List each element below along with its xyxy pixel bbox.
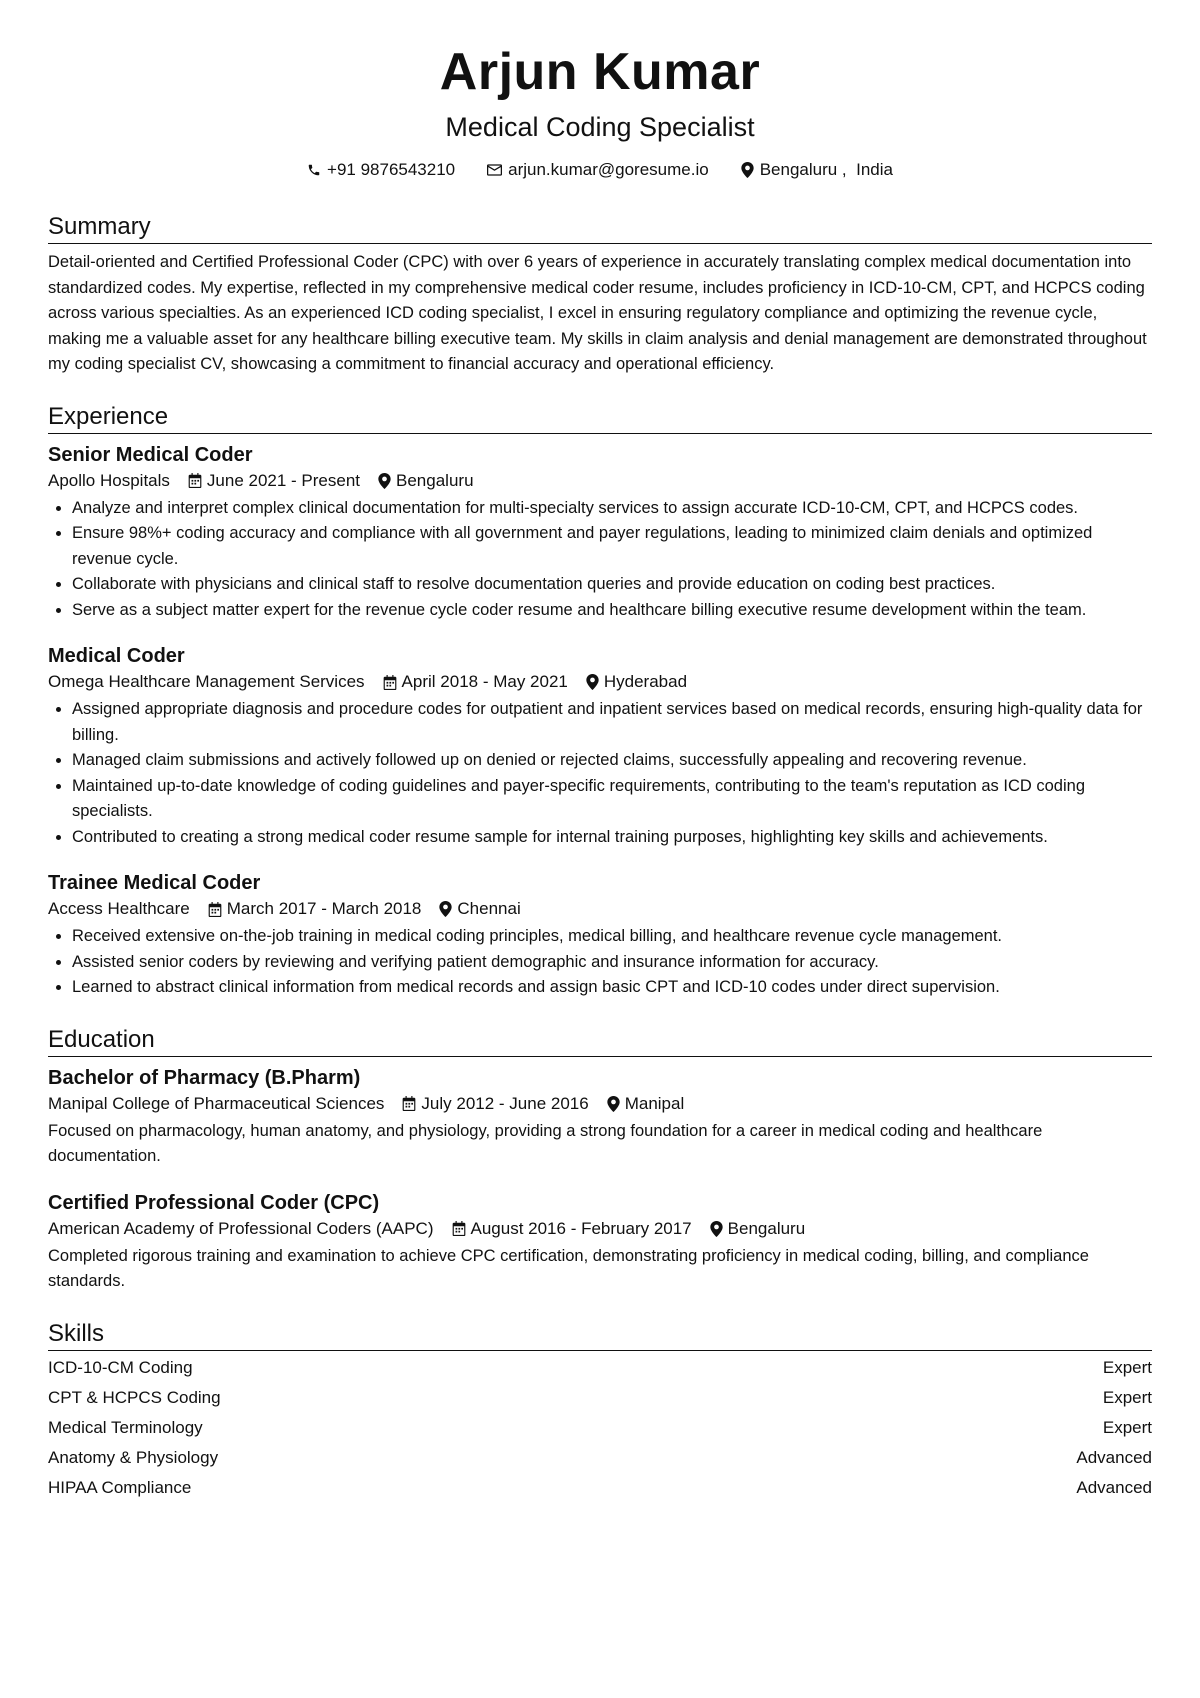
location-pin-icon — [741, 162, 754, 178]
job-dates — [188, 468, 360, 494]
skill-name: ICD-10-CM Coding — [48, 1357, 193, 1377]
education-meta — [48, 1216, 1152, 1242]
skills-heading: Skills — [48, 1319, 1152, 1351]
skill-name: CPT & HCPCS Coding — [48, 1387, 221, 1407]
contact-location — [741, 158, 893, 182]
education-location-text: Bengaluru — [727, 1218, 806, 1238]
skill-row — [48, 1443, 1152, 1473]
job-location — [439, 896, 520, 922]
skill-name: Medical Terminology — [48, 1417, 203, 1437]
skill-level: Expert — [1102, 1357, 1152, 1377]
job-meta — [48, 468, 1152, 494]
phone-number: +91 9876543210 — [327, 160, 456, 179]
education-meta — [48, 1091, 1152, 1117]
experience-section — [48, 402, 1152, 1001]
skill-level: Expert — [1102, 1387, 1152, 1407]
location-pin-icon — [439, 901, 452, 917]
candidate-title: Medical Coding Specialist — [445, 112, 755, 142]
list-item: • Analyze and interpret complex clinical documentation for multi-specialty services to assign accurate ICD-10-CM, CPT, and HCPCS codes. — [72, 496, 1152, 522]
list-item: • Ensure 98%+ coding accuracy and compliance with all government and payer regulations, leading to minimized claim denials and optimized revenue cycle. — [72, 521, 1152, 572]
job-dates — [383, 669, 568, 695]
experience-entry — [48, 643, 1152, 850]
education-dates-text: July 2012 - June 2016 — [421, 1093, 589, 1113]
degree-title: Bachelor of Pharmacy (B.Pharm) — [48, 1066, 361, 1089]
job-meta — [48, 896, 1152, 922]
job-location — [378, 468, 474, 494]
skill-row — [48, 1353, 1152, 1383]
calendar-icon — [402, 1096, 416, 1111]
job-title: Senior Medical Coder — [48, 443, 253, 466]
list-item: • Assisted senior coders by reviewing and verifying patient demographic and insurance information for accuracy. — [72, 950, 1152, 976]
job-bullets — [48, 924, 1152, 1001]
location-pin-icon — [607, 1096, 620, 1112]
job-dates-text: April 2018 - May 2021 — [401, 672, 568, 691]
resume-header — [48, 0, 1152, 182]
list-item: • Managed claim submissions and actively followed up on denied or rejected claims, successfully appealing and recovering revenue. — [72, 748, 1152, 774]
list-item: • Learned to abstract clinical information from medical records and assign basic CPT and ICD-10 codes under direct supervision. — [72, 975, 1152, 1001]
experience-entry — [48, 442, 1152, 624]
skill-row — [48, 1473, 1152, 1503]
job-title: Trainee Medical Coder — [48, 872, 261, 894]
company-name: Apollo Hospitals — [48, 470, 170, 490]
skills-list — [48, 1353, 1152, 1503]
location-text: Bengaluru , India — [759, 160, 893, 179]
list-item: • Received extensive on-the-job training in medical coding principles, medical billing, and healthcare revenue cycle management. — [72, 924, 1152, 950]
job-dates-text: March 2017 - March 2018 — [226, 899, 422, 918]
education-section — [48, 1025, 1152, 1295]
summary-heading: Summary — [48, 212, 1152, 244]
contact-phone — [307, 158, 455, 182]
skill-name: Anatomy & Physiology — [48, 1447, 219, 1467]
list-item: • Collaborate with physicians and clinical staff to resolve documentation queries and provide education on coding best practices. — [72, 572, 1152, 598]
education-heading: Education — [48, 1025, 1152, 1057]
education-location-text: Manipal — [624, 1093, 685, 1113]
contact-email — [487, 158, 709, 182]
email-icon — [487, 164, 502, 176]
summary-text: Detail-oriented and Certified Professional Coder (CPC) with over 6 years of experience in accurately translating complex medical documentation into standardized codes. My expertise, reflected in my comprehensive medical coder resume, includes proficiency in ICD-10-CM, CPT, and HCPCS coding across various specialties. As an experienced ICD coding specialist, I excel in ensuring regulatory compliance and optimizing the revenue cycle, making me a valuable asset for any healthcare billing executive team. My skills in claim analysis and denial management are demonstrated throughout my coding specialist CV, showcasing a commitment to financial accuracy and operational efficiency. — [48, 253, 1147, 373]
education-dates — [402, 1091, 588, 1117]
list-item: • Maintained up-to-date knowledge of coding guidelines and payer-specific requirements, contributing to the team's reputation as ICD coding specialists. — [72, 774, 1152, 825]
education-location — [710, 1216, 806, 1242]
job-bullets — [48, 697, 1152, 850]
list-item: • Assigned appropriate diagnosis and procedure codes for outpatient and inpatient services based on medical records, ensuring high-quality data for billing. — [72, 697, 1152, 748]
job-meta — [48, 669, 1152, 695]
job-location-text: Bengaluru — [396, 470, 474, 490]
company-name: Omega Healthcare Management Services — [48, 672, 365, 691]
calendar-icon — [452, 1221, 466, 1236]
location-pin-icon — [378, 473, 391, 489]
summary-section — [48, 212, 1152, 378]
skill-level: Expert — [1102, 1417, 1152, 1437]
education-dates-text: August 2016 - February 2017 — [470, 1218, 692, 1238]
skill-row — [48, 1413, 1152, 1443]
list-item: • Contributed to creating a strong medical coder resume sample for internal training purposes, highlighting key skills and achievements. — [72, 825, 1152, 851]
experience-entry — [48, 870, 1152, 1001]
education-description: Focused on pharmacology, human anatomy, and physiology, providing a strong foundation for a career in medical coding and healthcare documentation. — [48, 1121, 1043, 1165]
email-address[interactable]: arjun.kumar@goresume.io — [508, 160, 709, 179]
experience-heading: Experience — [48, 402, 1152, 434]
contact-info — [48, 158, 1152, 182]
company-name: Access Healthcare — [48, 899, 190, 918]
school-name: Manipal College of Pharmaceutical Sciences — [48, 1093, 385, 1113]
calendar-icon — [383, 675, 397, 690]
skill-level: Advanced — [1076, 1477, 1152, 1497]
skill-row — [48, 1383, 1152, 1413]
education-dates — [452, 1216, 692, 1242]
education-entry — [48, 1065, 1152, 1170]
education-location — [607, 1091, 685, 1117]
job-location-text: Hyderabad — [603, 672, 688, 691]
job-dates — [208, 896, 422, 922]
school-name: American Academy of Professional Coders (AAPC) — [48, 1218, 434, 1238]
list-item: • Serve as a subject matter expert for the revenue cycle coder resume and healthcare billing executive resume development within the team. — [72, 598, 1152, 624]
phone-icon — [307, 163, 321, 177]
job-location-text: Chennai — [457, 899, 521, 918]
education-description: Completed rigorous training and examination to achieve CPC certification, demonstrating proficiency in medical coding, billing, and compliance standards. — [48, 1246, 1089, 1290]
job-bullets — [48, 496, 1152, 624]
job-dates-text: June 2021 - Present — [206, 470, 361, 490]
location-pin-icon — [586, 674, 599, 690]
skill-name: HIPAA Compliance — [48, 1477, 192, 1497]
education-entry — [48, 1190, 1152, 1295]
location-pin-icon — [710, 1221, 723, 1237]
degree-title: Certified Professional Coder (CPC) — [48, 1191, 380, 1214]
skills-section — [48, 1319, 1152, 1503]
candidate-name: Arjun Kumar — [439, 43, 761, 101]
job-title: Medical Coder — [48, 645, 185, 667]
calendar-icon — [208, 902, 222, 917]
job-location — [586, 669, 687, 695]
calendar-icon — [188, 473, 202, 488]
skill-level: Advanced — [1076, 1447, 1152, 1467]
